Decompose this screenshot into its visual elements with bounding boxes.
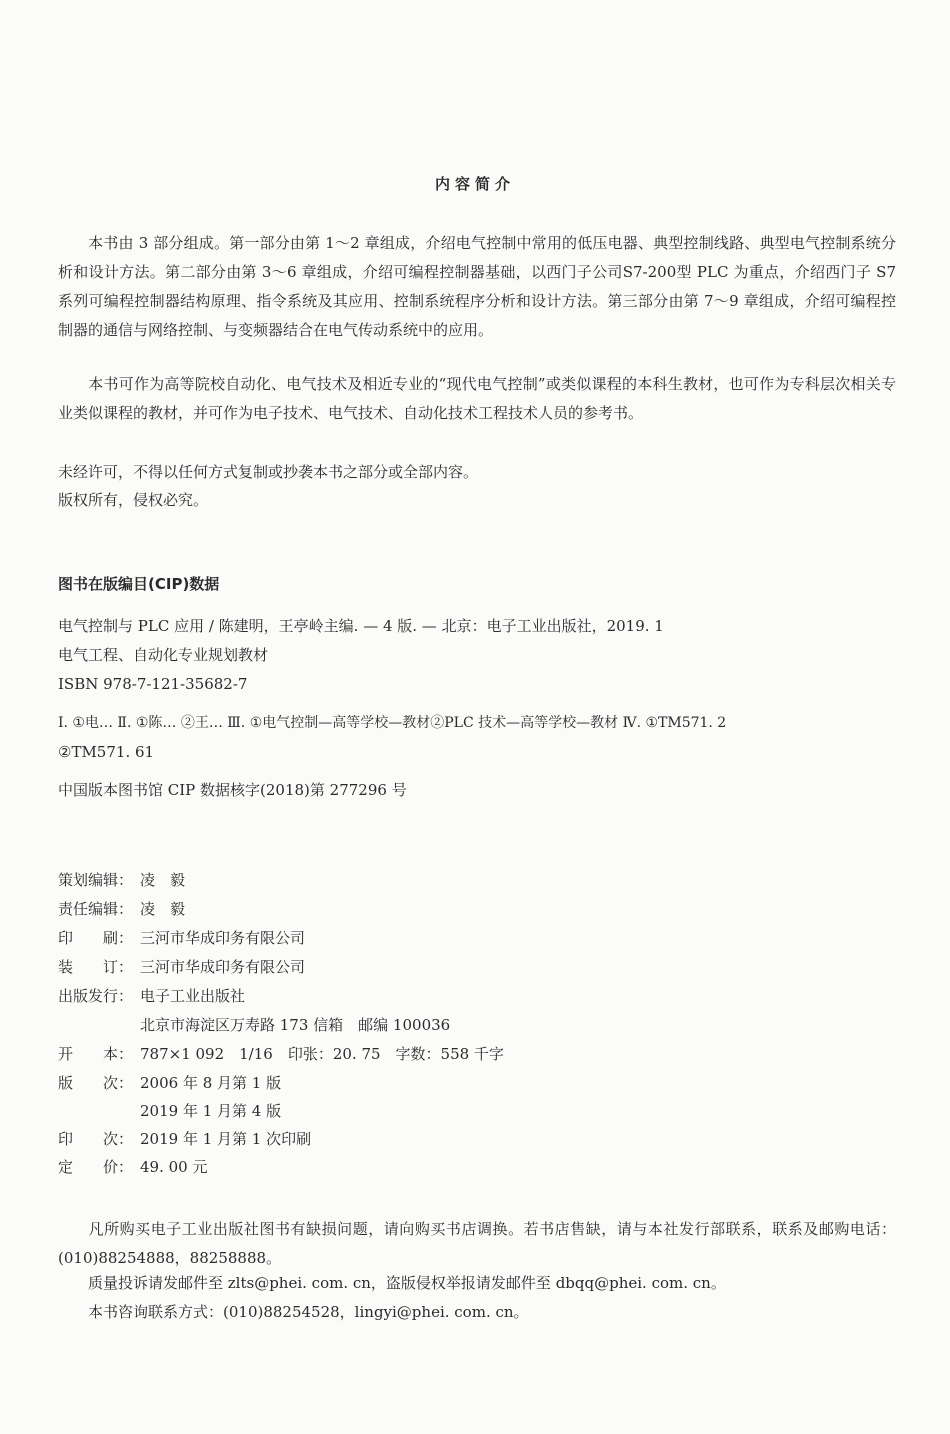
publisher-address-row: 北京市海淀区万寿路 173 信箱 邮编 100036 [140, 1016, 451, 1034]
cip-line-6: 中国版本图书馆 CIP 数据核字(2018)第 277296 号 [58, 781, 407, 799]
notice-paragraph-1: 凡所购买电子工业出版社图书有缺损问题，请向购买书店调换。若书店售缺，请与本社发行部联系，联系及邮购电话：(010)88254888，88258888。 [58, 1220, 896, 1267]
impression-row: 印 次： 2019 年 1 月第 1 次印刷 [58, 1130, 312, 1148]
notice-line-2: 质量投诉请发邮件至 zlts@phei. com. cn，盗版侵权举报请发邮件至 dbqq@phei. com. cn。 [88, 1274, 726, 1292]
copyright-line-2: 版权所有，侵权必究。 [58, 491, 209, 509]
format-row: 开 本： 787×1 092 1/16 印张：20. 75 字数：558 千字 [58, 1045, 504, 1063]
cip-heading: 图书在版编目(CIP)数据 [58, 575, 220, 593]
printing-row: 印 刷： 三河市华成印务有限公司 [58, 929, 306, 947]
cip-line-1: 电气控制与 PLC 应用 / 陈建明，王亭岭主编. — 4 版. — 北京：电子工业出版社，2019. 1 [58, 617, 664, 635]
cip-line-5: ②TM571. 61 [58, 743, 155, 761]
binding-row: 装 订： 三河市华成印务有限公司 [58, 958, 306, 976]
edition-row-2: 2019 年 1 月第 4 版 [140, 1102, 282, 1120]
notice-line-3: 本书咨询联系方式：(010)88254528，lingyi@phei. com. cn。 [88, 1303, 529, 1321]
intro-paragraph-1: 本书由 3 部分组成。第一部分由第 1～2 章组成，介绍电气控制中常用的低压电器、典型控制线路、典型电气控制系统分析和设计方法。第二部分由第 3～6 章组成，介绍可编程控制器基础，以西门子公司S7-200型 PLC 为重点，介绍西门子 S7 系列可编程控制器结构原理、指令系统及其应用、控制系统程序分析和设计方法。第三部分由第 7～9 章组成，介绍可编程控制器的通信与网络控制、与变频器结合在电气传动系统中的应用。 [58, 234, 896, 339]
edition-row: 版 次： 2006 年 8 月第 1 版 [58, 1074, 282, 1092]
responsible-editor-row: 责任编辑： 凌 毅 [58, 900, 186, 918]
planning-editor-row: 策划编辑： 凌 毅 [58, 871, 186, 889]
intro-title: 内容简介 [434, 175, 515, 193]
publisher-row: 出版发行： 电子工业出版社 [58, 987, 246, 1005]
cip-line-2: 电气工程、自动化专业规划教材 [58, 646, 269, 664]
intro-paragraph-2: 本书可作为高等院校自动化、电气技术及相近专业的“现代电气控制”或类似课程的本科生教材，也可作为专科层次相关专业类似课程的教材，并可作为电子技术、电气技术、自动化技术工程技术人员的参考书。 [58, 375, 896, 422]
cip-line-4: Ⅰ. ①电… Ⅱ. ①陈… ②王… Ⅲ. ①电气控制—高等学校—教材②PLC 技术—高等学校—教材 Ⅳ. ①TM571. 2 [58, 715, 727, 731]
price-row: 定 价： 49. 00 元 [58, 1158, 208, 1176]
cip-line-3: ISBN 978-7-121-35682-7 [58, 675, 248, 693]
copyright-line-1: 未经许可，不得以任何方式复制或抄袭本书之部分或全部内容。 [58, 463, 479, 481]
